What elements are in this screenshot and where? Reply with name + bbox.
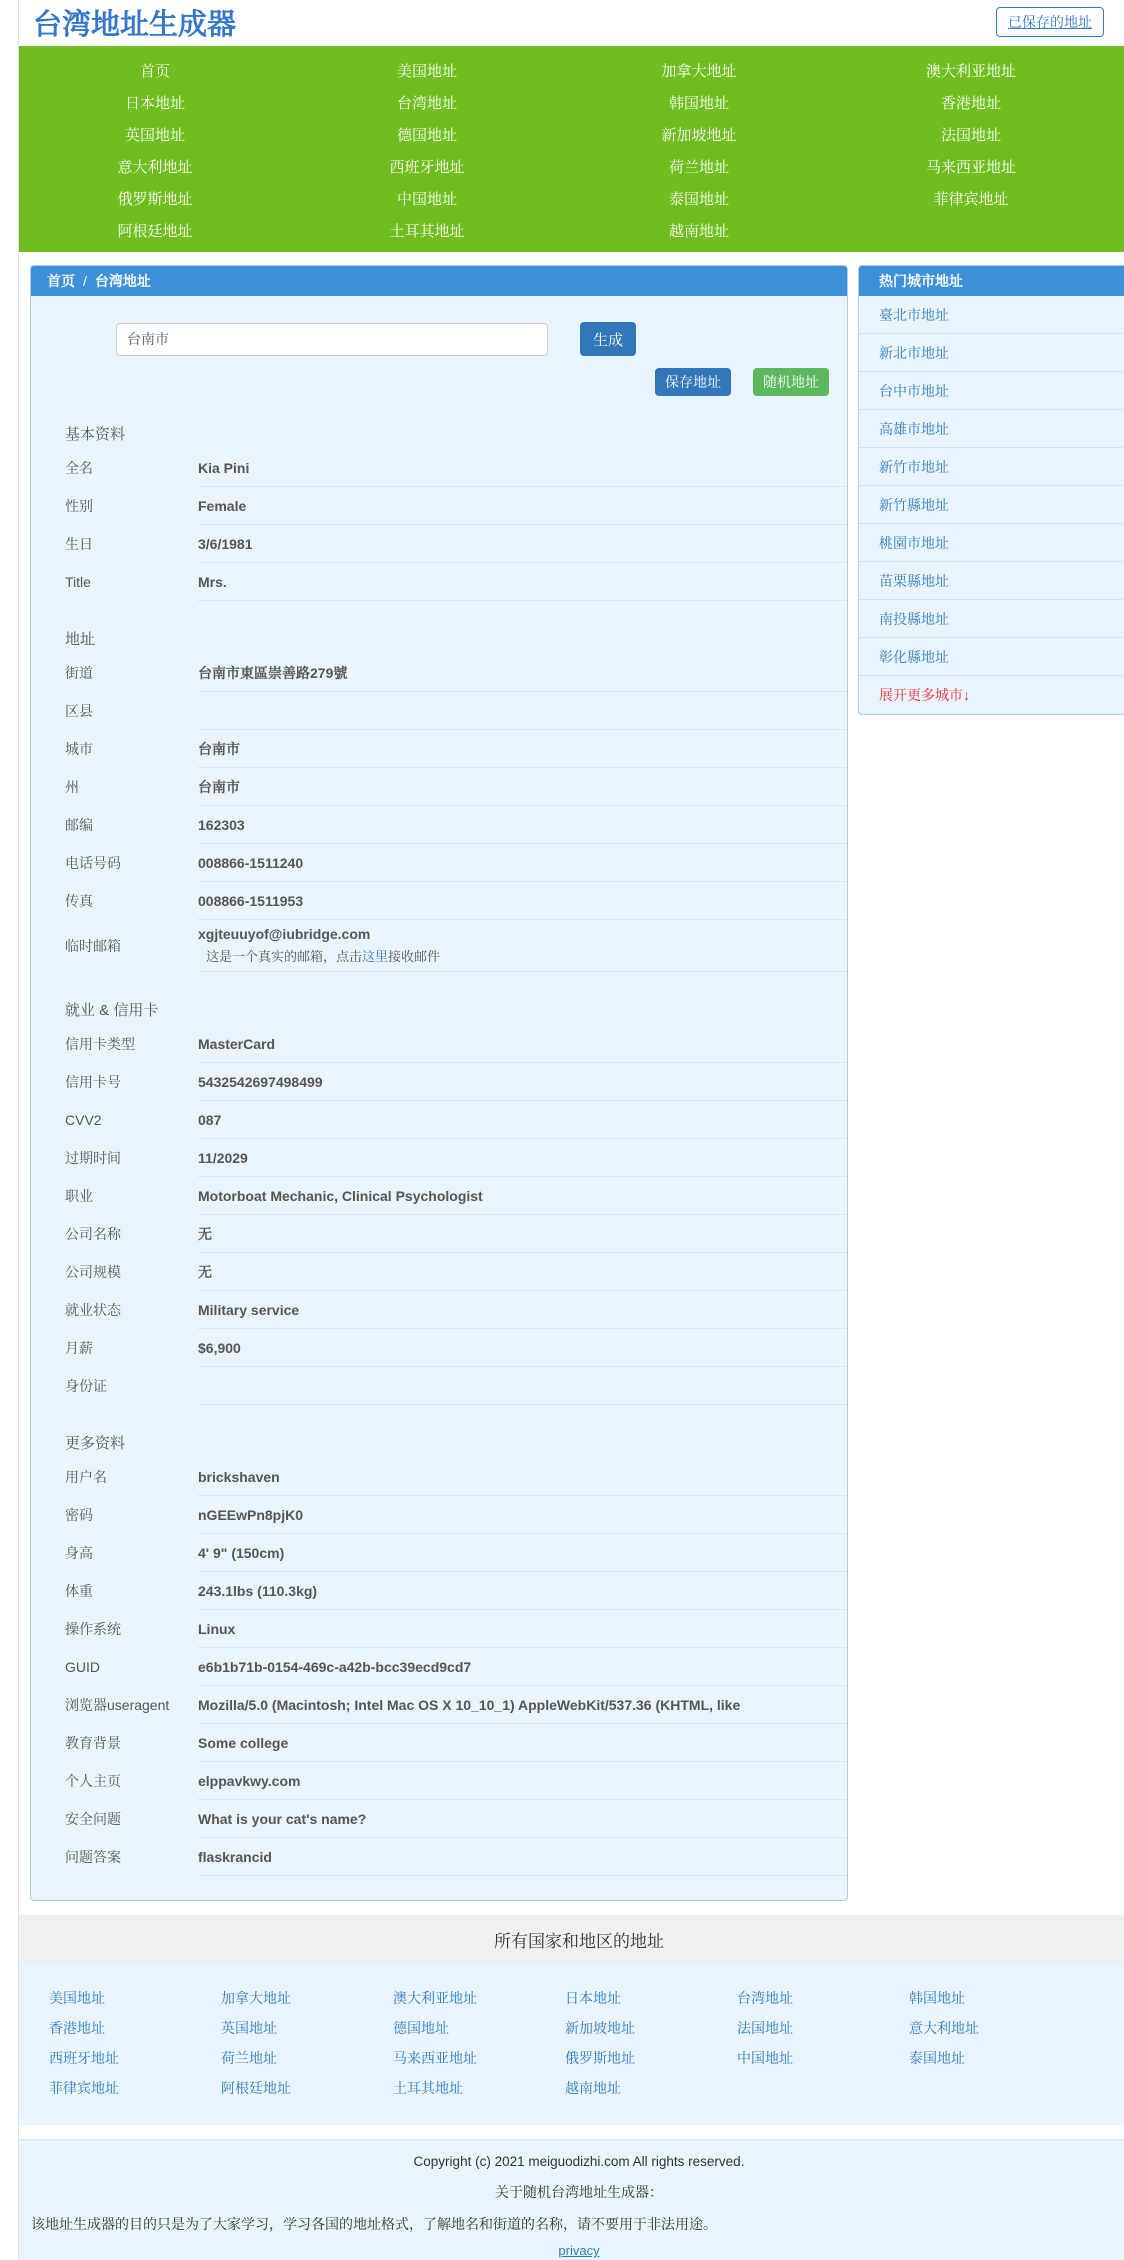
field-label: GUID [65, 1659, 100, 1675]
section-title: 就业 & 信用卡 [65, 1002, 159, 1019]
city-input[interactable] [116, 323, 548, 356]
nav-link-英国地址[interactable]: 英国地址 [124, 126, 185, 144]
nav-link-新加坡地址[interactable]: 新加坡地址 [661, 126, 737, 144]
field-label: 街道 [65, 665, 93, 681]
expand-more-cities-link[interactable]: 展开更多城市↓ [879, 687, 970, 703]
nav-link-俄罗斯地址[interactable]: 俄罗斯地址 [117, 190, 193, 208]
field-label: 州 [65, 779, 79, 795]
field-label: 身高 [65, 1545, 93, 1561]
footer-link-英国地址[interactable]: 英国地址 [221, 2020, 277, 2036]
field-value: 087 [198, 1101, 847, 1139]
field-value [198, 1367, 847, 1405]
field-label: 问题答案 [65, 1849, 121, 1865]
footer-link-日本地址[interactable]: 日本地址 [565, 1990, 621, 2006]
footer-link-加拿大地址[interactable]: 加拿大地址 [221, 1990, 291, 2006]
field-value [198, 692, 847, 730]
field-value: 4' 9" (150cm) [198, 1534, 847, 1572]
nav-link-香港地址[interactable]: 香港地址 [940, 94, 1001, 112]
sidebar-city-item [859, 372, 1124, 410]
footer-link-法国地址[interactable]: 法国地址 [737, 2020, 793, 2036]
table-row [65, 882, 847, 920]
city-link-新竹縣地址[interactable]: 新竹縣地址 [879, 496, 949, 513]
table-row [65, 1610, 847, 1648]
table-row [65, 1724, 847, 1762]
footer-link-土耳其地址[interactable]: 土耳其地址 [393, 2080, 463, 2096]
city-link-彰化縣地址[interactable]: 彰化縣地址 [879, 648, 949, 665]
table-row [65, 525, 847, 563]
field-label: 月薪 [65, 1340, 93, 1356]
nav-link-加拿大地址[interactable]: 加拿大地址 [661, 62, 737, 80]
table-row [65, 1025, 847, 1063]
field-value: 无 [198, 1215, 847, 1253]
nav-link-美国地址[interactable]: 美国地址 [396, 62, 457, 80]
site-footer [19, 2139, 1124, 2260]
table-row [65, 730, 847, 768]
footer-link-越南地址[interactable]: 越南地址 [565, 2080, 621, 2096]
table-row [65, 1800, 847, 1838]
field-label: 信用卡号 [65, 1074, 121, 1090]
footer-link-美国地址[interactable]: 美国地址 [49, 1990, 105, 2006]
footer-link-新加坡地址[interactable]: 新加坡地址 [565, 2020, 635, 2036]
nav-link-首页[interactable]: 首页 [139, 62, 170, 80]
footer-link-阿根廷地址[interactable]: 阿根廷地址 [221, 2080, 291, 2096]
field-label: 电话号码 [65, 855, 121, 871]
table-row [65, 1572, 847, 1610]
field-value: 台南市 [198, 768, 847, 806]
field-label: 城市 [65, 741, 93, 757]
copyright-text: Copyright (c) 2021 meiguodizhi.com All rights reserved. [413, 2154, 745, 2169]
sidebar-city-item [859, 562, 1124, 600]
field-label: Title [65, 574, 91, 590]
footer-link-马来西亚地址[interactable]: 马来西亚地址 [393, 2050, 477, 2066]
table-row [65, 1838, 847, 1876]
field-label: 用户名 [65, 1469, 107, 1485]
section-title: 更多资料 [65, 1435, 126, 1452]
field-value: 008866-1511953 [198, 882, 847, 920]
about-text: 关于随机台湾地址生成器： [495, 2184, 663, 2200]
sidebar-city-item [859, 334, 1124, 372]
table-row [65, 1458, 847, 1496]
city-link-臺北市地址[interactable]: 臺北市地址 [879, 306, 949, 323]
sidebar-title: 热门城市地址 [859, 266, 1124, 296]
field-value: Female [198, 487, 847, 525]
field-value: 243.1lbs (110.3kg) [198, 1572, 847, 1610]
field-label: 就业状态 [65, 1302, 121, 1318]
field-value: Some college [198, 1724, 847, 1762]
field-value: elppavkwy.com [198, 1762, 847, 1800]
city-link-桃園市地址[interactable]: 桃園市地址 [879, 534, 949, 551]
hot-cities-sidebar [858, 265, 1124, 715]
save-address-button[interactable]: 保存地址 [655, 368, 731, 396]
section-title: 基本资料 [65, 426, 126, 443]
footer-gap [19, 2125, 1124, 2139]
footer-link-澳大利亚地址[interactable]: 澳大利亚地址 [393, 1990, 477, 2006]
breadcrumb-home-link[interactable]: 首页 [47, 273, 75, 289]
nav-link-阿根廷地址[interactable]: 阿根廷地址 [117, 222, 193, 240]
footer-link-中国地址[interactable]: 中国地址 [737, 2050, 793, 2066]
nav-link-德国地址[interactable]: 德国地址 [396, 126, 457, 144]
field-value: e6b1b71b-0154-469c-a42b-bcc39ecd9cd7 [198, 1648, 847, 1686]
field-value: Kia Pini [198, 449, 847, 487]
page-title: 台湾地址生成器 [33, 9, 237, 41]
sidebar-city-item [859, 296, 1124, 334]
field-value: Military service [198, 1291, 847, 1329]
nav-link-台湾地址[interactable]: 台湾地址 [396, 94, 457, 112]
site-header [19, 0, 1124, 46]
email-note: 这是一个真实的邮箱，点击这里接收邮件 [206, 949, 441, 964]
sidebar-city-item [859, 448, 1124, 486]
field-label: 信用卡类型 [65, 1036, 135, 1052]
footer-link-俄罗斯地址[interactable]: 俄罗斯地址 [565, 2050, 635, 2066]
nav-link-菲律宾地址[interactable]: 菲律宾地址 [933, 190, 1009, 208]
field-value: 008866-1511240 [198, 844, 847, 882]
footer-link-台湾地址[interactable]: 台湾地址 [737, 1990, 793, 2006]
footer-link-香港地址[interactable]: 香港地址 [49, 2020, 105, 2036]
nav-link-越南地址[interactable]: 越南地址 [668, 222, 729, 240]
table-row [65, 1177, 847, 1215]
table-row [65, 654, 847, 692]
field-value-group [198, 920, 847, 972]
address-panel [30, 265, 848, 1901]
field-label: 浏览器useragent [65, 1697, 170, 1713]
saved-addresses-button[interactable]: 已保存的地址 [996, 7, 1104, 37]
table-row [65, 1101, 847, 1139]
field-value: nGEEwPn8pjK0 [198, 1496, 847, 1534]
disclaimer-text: 该地址生成器的目的只是为了大家学习，学习各国的地址格式，了解地名和街道的名称，请不要用于非法用途。 [31, 2216, 717, 2232]
nav-link-日本地址[interactable]: 日本地址 [124, 94, 185, 112]
field-value: 5432542697498499 [198, 1063, 847, 1101]
section-title: 地址 [65, 631, 96, 648]
field-value: MasterCard [198, 1025, 847, 1063]
city-link-南投縣地址[interactable]: 南投縣地址 [879, 610, 949, 627]
privacy-link[interactable]: privacy [558, 2243, 600, 2258]
random-address-button[interactable]: 随机地址 [753, 368, 829, 396]
city-link-新北市地址[interactable]: 新北市地址 [879, 344, 949, 361]
table-row [65, 1762, 847, 1800]
sidebar-more-item [859, 676, 1124, 714]
field-value: 台南市東區崇善路279號 [198, 654, 847, 692]
table-row [65, 449, 847, 487]
field-label: 全名 [65, 460, 93, 476]
table-row [65, 1648, 847, 1686]
sidebar-city-item [859, 638, 1124, 676]
nav-link-荷兰地址[interactable]: 荷兰地址 [668, 158, 729, 176]
footer-links [19, 1963, 1124, 2125]
field-label: 职业 [65, 1188, 93, 1204]
page-container [18, 0, 1124, 2260]
table-row [65, 844, 847, 882]
field-label: 身份证 [65, 1378, 107, 1394]
city-link-苗栗縣地址[interactable]: 苗栗縣地址 [879, 572, 949, 589]
field-value: 162303 [198, 806, 847, 844]
sidebar-list [859, 296, 1124, 714]
table-row [65, 1496, 847, 1534]
table-row [65, 563, 847, 601]
field-label: 安全问题 [65, 1811, 121, 1827]
field-label: 区县 [65, 703, 93, 719]
nav-link-澳大利亚地址[interactable]: 澳大利亚地址 [925, 62, 1016, 80]
footer-link-泰国地址[interactable]: 泰国地址 [909, 2050, 965, 2066]
info-sections [31, 423, 847, 1900]
footer-link-韩国地址[interactable]: 韩国地址 [909, 1990, 965, 2006]
field-label: 过期时间 [65, 1150, 121, 1166]
field-value: xgjteuuyof@iubridge.com [198, 926, 371, 942]
field-value: 11/2029 [198, 1139, 847, 1177]
field-label: 生日 [65, 536, 93, 552]
field-label: 临时邮箱 [65, 938, 121, 954]
main-wrap [19, 265, 1124, 1901]
footer-link-菲律宾地址[interactable]: 菲律宾地址 [49, 2080, 119, 2096]
field-label: 传真 [65, 893, 93, 909]
generator-form [31, 296, 847, 396]
city-link-新竹市地址[interactable]: 新竹市地址 [879, 458, 949, 475]
field-value: 无 [198, 1253, 847, 1291]
table-row [65, 768, 847, 806]
table-row [65, 1215, 847, 1253]
table-row [65, 1534, 847, 1572]
field-label: 公司名称 [65, 1226, 121, 1242]
field-label: 性别 [65, 498, 93, 514]
nav-link-泰国地址[interactable]: 泰国地址 [668, 190, 729, 208]
nav-link-西班牙地址[interactable]: 西班牙地址 [389, 158, 465, 176]
table-row [65, 1253, 847, 1291]
generate-button[interactable]: 生成 [580, 322, 636, 356]
city-link-台中市地址[interactable]: 台中市地址 [879, 382, 949, 399]
field-value: flaskrancid [198, 1838, 847, 1876]
field-value: 台南市 [198, 730, 847, 768]
breadcrumb-current: 台湾地址 [94, 273, 151, 289]
sidebar-city-item [859, 600, 1124, 638]
field-label: 邮编 [65, 817, 93, 833]
field-value: Mrs. [198, 563, 847, 601]
nav-link-法国地址[interactable]: 法国地址 [940, 126, 1001, 144]
field-value: $6,900 [198, 1329, 847, 1367]
field-label: 密码 [65, 1507, 93, 1523]
table-row [65, 920, 847, 972]
field-value: Linux [198, 1610, 847, 1648]
footer-link-西班牙地址[interactable]: 西班牙地址 [49, 2050, 119, 2066]
field-value: 3/6/1981 [198, 525, 847, 563]
sidebar-city-item [859, 486, 1124, 524]
table-row [65, 1291, 847, 1329]
nav-link-韩国地址[interactable]: 韩国地址 [668, 94, 729, 112]
table-row [65, 487, 847, 525]
table-row [65, 1139, 847, 1177]
main-nav [19, 46, 1124, 252]
field-label: 操作系统 [65, 1621, 121, 1637]
nav-link-意大利地址[interactable]: 意大利地址 [117, 158, 193, 176]
field-value: What is your cat's name? [198, 1800, 847, 1838]
nav-link-中国地址[interactable]: 中国地址 [396, 190, 457, 208]
table-row [65, 1367, 847, 1405]
footer-link-荷兰地址[interactable]: 荷兰地址 [221, 2050, 277, 2066]
table-row [65, 1063, 847, 1101]
table-row [65, 1329, 847, 1367]
table-row [65, 806, 847, 844]
city-link-高雄市地址[interactable]: 高雄市地址 [879, 420, 949, 437]
field-label: 体重 [65, 1583, 93, 1599]
table-row [65, 1686, 847, 1724]
nav-link-土耳其地址[interactable]: 土耳其地址 [389, 222, 465, 240]
breadcrumb-separator: / [83, 273, 87, 289]
field-label: CVV2 [65, 1112, 102, 1128]
table-row [65, 692, 847, 730]
field-value: Mozilla/5.0 (Macintosh; Intel Mac OS X 10_10_1) AppleWebKit/537.36 (KHTML, like [198, 1686, 847, 1724]
field-label: 个人主页 [65, 1773, 121, 1789]
nav-link-马来西亚地址[interactable]: 马来西亚地址 [925, 158, 1016, 176]
sidebar-city-item [859, 524, 1124, 562]
footer-link-意大利地址[interactable]: 意大利地址 [909, 2020, 979, 2036]
field-label: 公司规模 [65, 1264, 121, 1280]
field-label: 教育背景 [65, 1735, 121, 1751]
email-receive-link[interactable]: 这里 [362, 949, 389, 964]
sidebar-city-item [859, 410, 1124, 448]
breadcrumb [31, 266, 847, 296]
footer-link-德国地址[interactable]: 德国地址 [393, 2020, 449, 2036]
field-value: brickshaven [198, 1458, 847, 1496]
all-countries-title: 所有国家和地区的地址 [19, 1915, 1124, 1963]
field-value: Motorboat Mechanic, Clinical Psychologist [198, 1177, 847, 1215]
